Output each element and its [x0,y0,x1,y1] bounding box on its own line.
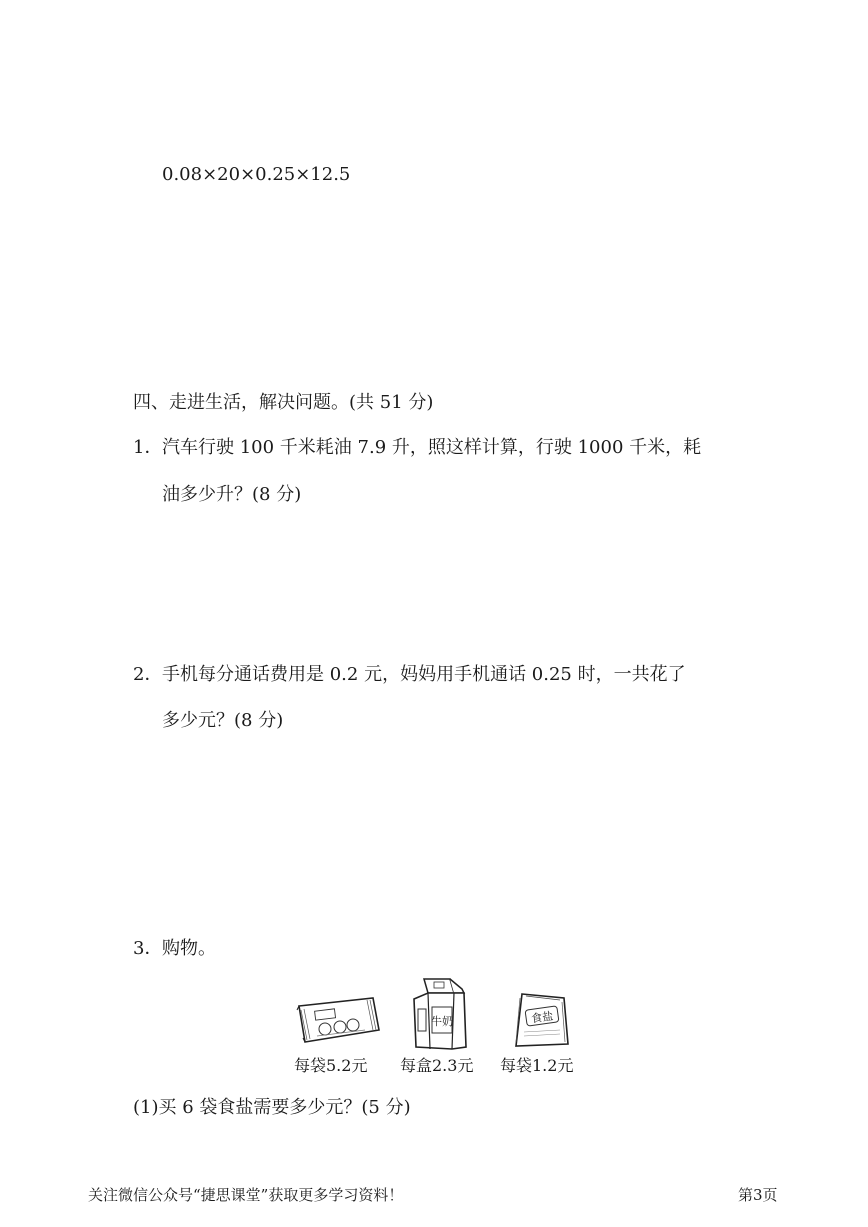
footer-promo: 关注微信公众号“捷思课堂”获取更多学习资料！ [88,1186,404,1204]
subquestion-text: (1)买 6 袋食盐需要多少元？(5 分) [133,1097,411,1118]
carton-label: 牛奶 [431,1015,453,1028]
question-text: 油多少升？(8 分) [162,484,302,505]
question-text: 多少元？(8 分) [162,710,284,731]
section-heading: 四、走进生活，解决问题。(共 51 分) [133,392,434,413]
price-label: 每盒2.3元 [400,1056,474,1075]
bag-label: 食盐 [530,1009,555,1026]
snack-bag-icon [295,996,381,1044]
milk-carton-icon [410,975,468,1051]
salt-bag-icon [510,990,572,1050]
page-number: 第3页 [738,1186,778,1204]
question-text: 手机每分通话费用是 0.2 元，妈妈用手机通话 0.25 时，一共花了 [162,664,686,685]
question-text: 汽车行驶 100 千米耗油 7.9 升，照这样计算，行驶 1000 千米，耗 [162,437,702,458]
question-number: 3． [133,938,163,959]
question-number: 2． [133,664,163,685]
math-expression: 0.08×20×0.25×12.5 [162,164,351,185]
question-number: 1． [133,437,163,458]
question-text: 购物。 [162,938,216,959]
price-label: 每袋5.2元 [294,1056,368,1075]
price-label: 每袋1.2元 [500,1056,574,1075]
